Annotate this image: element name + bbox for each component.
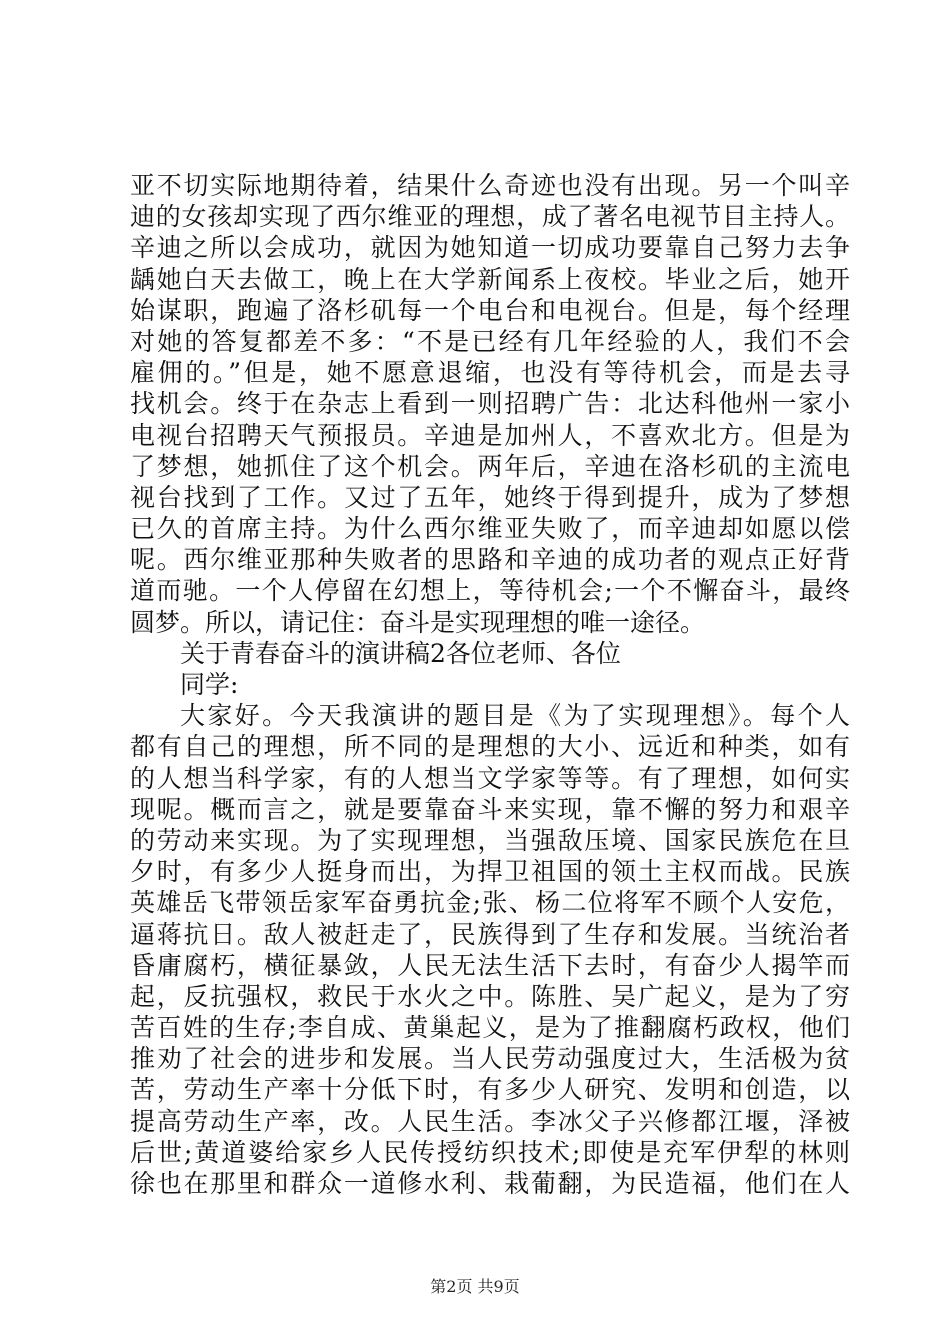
- text-line: 同学:: [180, 670, 239, 699]
- text-line: 了梦想，她抓住了这个机会。两年后，辛迪在洛杉矶的主流电: [130, 451, 850, 481]
- text-line: 推劝了社会的进步和发展。当人民劳动强度过大，生活极为贫: [130, 1044, 850, 1074]
- text-line: 都有自己的理想，所不同的是理想的大小、远近和种类，如有: [130, 732, 850, 762]
- text-line: 迪的女孩却实现了西尔维亚的理想，成了著名电视节目主持人。: [130, 202, 850, 232]
- text-line: 的人想当科学家，有的人想当文学家等等。有了理想，如何实: [130, 763, 850, 793]
- text-line: 逼蒋抗日。敌人被赶走了，民族得到了生存和发展。当统治者: [130, 919, 850, 949]
- text-line: 龋她白天去做工，晚上在大学新闻系上夜校。毕业之后，她开: [130, 264, 850, 294]
- text-line: 英雄岳飞带领岳家军奋勇抗金;张、杨二位将军不顾个人安危，: [130, 888, 850, 918]
- text-line: 提高劳动生产率，改。人民生活。李冰父子兴修都江堰，泽被: [130, 1106, 850, 1136]
- text-line: 电视台招聘天气预报员。辛迪是加州人，不喜欢北方。但是为: [130, 420, 850, 450]
- text-line: 辛迪之所以会成功，就因为她知道一切成功要靠自己努力去争: [130, 233, 850, 263]
- text-line: 苦，劳动生产率十分低下时，有多少人研究、发明和创造，以: [130, 1075, 850, 1105]
- text-line: 现呢。概而言之，就是要靠奋斗来实现，靠不懈的努力和艰辛: [130, 794, 850, 824]
- document-body: [130, 170, 850, 1199]
- text-line: 亚不切实际地期待着，结果什么奇迹也没有出现。另一个叫辛: [130, 171, 850, 200]
- text-line: 圆梦。所以，请记住：奋斗是实现理想的唯一途径。: [130, 607, 706, 637]
- text-line: 苦百姓的生存;李自成、黄巢起义，是为了推翻腐朽政权，他们: [130, 1013, 850, 1043]
- text-line: 找机会。终于在杂志上看到一则招聘广告：北达科他州一家小: [130, 389, 850, 419]
- text-line: 呢。西尔维亚那种失败者的思路和辛迪的成功者的观点正好背: [130, 545, 850, 575]
- text-line: 的劳动来实现。为了实现理想，当强敌压境、国家民族危在旦: [130, 825, 850, 855]
- text-line: 夕时，有多少人挺身而出，为捍卫祖国的领土主权而战。民族: [130, 857, 850, 887]
- text-line: 关于青春奋斗的演讲稿2各位老师、各位: [180, 638, 621, 668]
- text-line: 雇佣的。”但是，她不愿意退缩，也没有等待机会，而是去寻: [130, 358, 850, 388]
- text-line: 徐也在那里和群众一道修水利、栽葡翻，为民造福，他们在人: [130, 1169, 850, 1198]
- text-line: 视台找到了工作。又过了五年，她终于得到提升，成为了梦想: [130, 482, 850, 512]
- text-line: 昏庸腐朽，横征暴敛，人民无法生活下去时，有奋少人揭竿而: [130, 950, 850, 980]
- page-footer: 第2页 共9页: [430, 1277, 520, 1296]
- text-line: 始谋职，跑遍了洛杉矶每一个电台和电视台。但是，每个经理: [130, 295, 850, 325]
- text-line: 道而驰。一个人停留在幻想上，等待机会;一个不懈奋斗，最终: [130, 576, 850, 606]
- text-line: 后世;黄道婆给家乡人民传授纺织技术;即使是充军伊犁的林则: [130, 1137, 850, 1167]
- text-line: 已久的首席主持。为什么西尔维亚失败了，而辛迪却如愿以偿: [130, 514, 850, 544]
- text-line: 大家好。今天我演讲的题目是《为了实现理想》。每个人: [180, 701, 850, 731]
- text-line: 起，反抗强权，救民于水火之中。陈胜、吴广起义，是为了穷: [130, 981, 850, 1011]
- text-line: 对她的答复都差不多：“不是已经有几年经验的人，我们不会: [130, 326, 850, 356]
